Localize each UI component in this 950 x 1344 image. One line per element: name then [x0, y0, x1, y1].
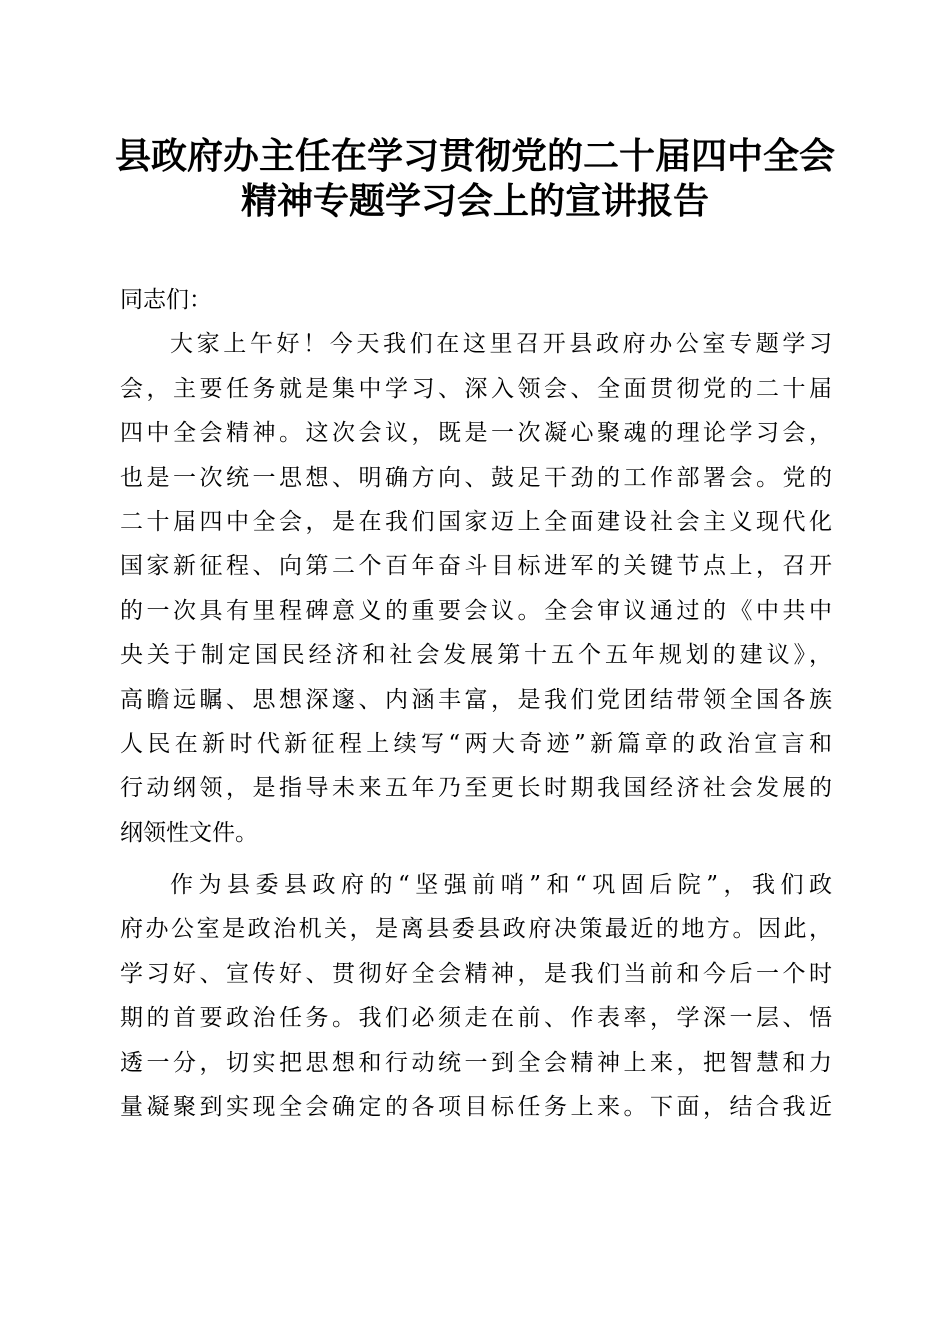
text-line: 四中全会精神。这次会议，既是一次凝心聚魂的理论学习会，	[120, 420, 832, 447]
text-line: 量凝聚到实现全会确定的各项目标任务上来。下面，结合我近	[120, 1094, 832, 1121]
text-line: 纲领性文件。	[120, 819, 258, 846]
text-line: 作为县委县政府的“坚强前哨”和“巩固后院”，我们政	[170, 872, 832, 899]
text-line: 央关于制定国民经济和社会发展第十五个五年规划的建议》，	[120, 642, 832, 669]
text-line: 也是一次统一思想、明确方向、鼓足干劲的工作部署会。党的	[120, 464, 832, 491]
paragraph-2	[120, 863, 832, 1129]
text-line: 的一次具有里程碑意义的重要会议。全会审议通过的《中共中	[120, 597, 832, 624]
paragraph-spacer	[120, 855, 832, 863]
text-line: 高瞻远瞩、思想深邃、内涵丰富，是我们党团结带领全国各族	[120, 686, 832, 713]
text-line: 学习好、宣传好、贯彻好全会精神，是我们当前和今后一个时	[120, 960, 832, 987]
text-line: 透一分，切实把思想和行动统一到全会精神上来，把智慧和力	[120, 1049, 832, 1076]
document-body	[120, 278, 832, 1129]
text-line: 期的首要政治任务。我们必须走在前、作表率，学深一层、悟	[120, 1005, 832, 1032]
text-line: 府办公室是政治机关，是离县委县政府决策最近的地方。因此，	[120, 916, 832, 943]
salutation: 同志们：	[120, 287, 212, 313]
paragraph-1	[120, 322, 832, 855]
text-line: 行动纲领，是指导未来五年乃至更长时期我国经济社会发展的	[120, 775, 832, 802]
text-line: 大家上午好！今天我们在这里召开县政府办公室专题学习	[170, 331, 832, 358]
document-title	[100, 134, 850, 224]
text-line: 二十届四中全会，是在我们国家迈上全面建设社会主义现代化	[120, 508, 832, 535]
title-line: 县政府办主任在学习贯彻党的二十届四中全会	[114, 135, 835, 177]
title-line: 精神专题学习会上的宣讲报告	[240, 180, 709, 222]
text-line: 人民在新时代新征程上续写“两大奇迹”新篇章的政治宣言和	[120, 730, 832, 757]
text-line: 国家新征程、向第二个百年奋斗目标进军的关键节点上，召开	[120, 553, 832, 580]
text-line: 会，主要任务就是集中学习、深入领会、全面贯彻党的二十届	[120, 375, 832, 402]
